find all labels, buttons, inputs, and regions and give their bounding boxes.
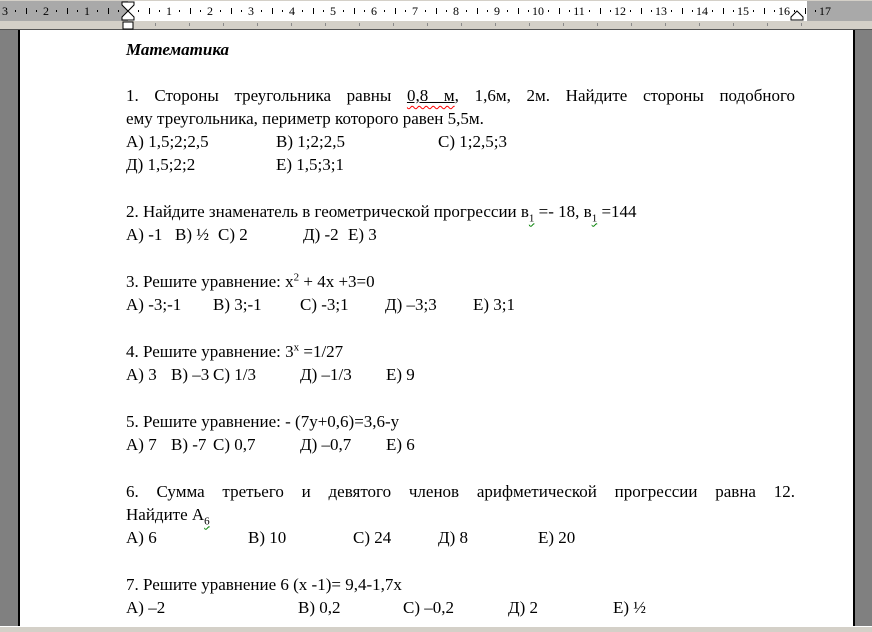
ruler-dot-tick [425, 10, 426, 12]
ruler-number: 8 [453, 4, 459, 18]
default-tab-stop-tick [597, 23, 598, 26]
q4-text-post: =1/27 [299, 342, 344, 361]
ruler-dot-tick [466, 10, 467, 12]
ruler-dot-tick [671, 10, 672, 12]
default-tab-stop-tick [393, 23, 394, 26]
question-3 [126, 270, 795, 316]
answer-option: С) 1/3 [213, 365, 256, 384]
ruler-dot-tick [692, 10, 693, 12]
default-tab-stop-tick [529, 23, 530, 26]
answer-option: В) 0,2 [298, 598, 341, 617]
default-tab-stop-tick [257, 23, 258, 26]
answer-option: С) 24 [353, 528, 392, 547]
ruler-dot-tick [97, 10, 98, 12]
first-line-indent-icon[interactable] [122, 2, 134, 11]
ruler-half-tick [518, 8, 519, 14]
default-tab-stop-tick [461, 23, 462, 26]
answer-option: С) 2 [218, 225, 248, 244]
ruler-half-tick [477, 8, 478, 14]
ruler-number: 12 [614, 4, 626, 18]
question-4-answers [126, 363, 795, 386]
ruler-dot-tick [138, 10, 139, 12]
question-7-text: 7. Решите уравнение 6 (х -1)= 9,4-1,7х [126, 575, 402, 594]
answer-option: Д) –1/3 [300, 365, 352, 384]
answer-option: А) 1,5;2;2,5 [126, 132, 209, 151]
document-page[interactable] [18, 30, 855, 626]
answer-option: Д) –0,7 [300, 435, 352, 454]
answer-option: Д) 8 [438, 528, 469, 547]
ruler-half-tick [108, 8, 109, 14]
q3-text-post: + 4х +3=0 [299, 272, 375, 291]
horizontal-ruler[interactable] [0, 0, 872, 30]
question-2 [126, 200, 795, 246]
answer-option: В) ½ [175, 225, 209, 244]
ruler-dot-tick [220, 10, 221, 12]
ruler-dot-tick [15, 10, 16, 12]
ruler-half-tick [313, 8, 314, 14]
ruler-dot-tick [589, 10, 590, 12]
spellcheck-underline: 0,8 м [406, 86, 455, 105]
horizontal-scrollbar-strip[interactable] [0, 626, 872, 632]
ruler-half-tick [600, 8, 601, 14]
ruler-dot-tick [282, 10, 283, 12]
question-5 [126, 410, 795, 456]
q4-text-pre: 4. Решите уравнение: 3 [126, 342, 294, 361]
ruler-half-tick [26, 8, 27, 14]
ruler-dot-tick [733, 10, 734, 12]
answer-option: С) 0,7 [213, 435, 256, 454]
answer-option: Е) 6 [386, 435, 415, 454]
answer-option: В) 3;-1 [213, 295, 262, 314]
question-7 [126, 573, 795, 619]
default-tab-stop-tick [325, 23, 326, 26]
question-3-answers [126, 293, 795, 316]
question-6-text-line2 [126, 503, 795, 526]
left-indent-box-icon[interactable] [123, 22, 133, 29]
ruler-dot-tick [302, 10, 303, 12]
question-1-answers-row2 [126, 153, 795, 176]
ruler-half-tick [272, 8, 273, 14]
ruler-dot-tick [261, 10, 262, 12]
ruler-number: 7 [412, 4, 418, 18]
question-2-answers [126, 223, 795, 246]
question-4-text [126, 340, 795, 363]
ruler-dot-tick [507, 10, 508, 12]
ruler-half-tick [805, 8, 806, 14]
left-indent-marker[interactable] [121, 1, 135, 31]
ruler-number: 2 [207, 4, 213, 18]
ruler-number: 9 [494, 4, 500, 18]
q6-subscript: 6 [204, 515, 210, 528]
ruler-dot-tick [118, 10, 119, 12]
ruler-number: 1 [166, 4, 172, 18]
question-6-answers [126, 526, 795, 549]
hanging-indent-icon[interactable] [122, 11, 134, 20]
right-indent-icon[interactable] [791, 11, 803, 20]
question-1 [126, 84, 795, 176]
question-3-text [126, 270, 795, 293]
answer-option: Е) 20 [538, 528, 576, 547]
ruler-dot-tick [200, 10, 201, 12]
ruler-dot-tick [753, 10, 754, 12]
answer-option: В) 10 [248, 528, 287, 547]
default-tab-stop-tick [767, 23, 768, 26]
question-6-text-line1: 6. Сумма третьего и девятого членов арифметической прогрессии равна 12. [126, 482, 795, 501]
default-tab-stop-tick [665, 23, 666, 26]
ruler-number: 13 [655, 4, 667, 18]
ruler-dot-tick [630, 10, 631, 12]
answer-option: А) –2 [126, 598, 166, 617]
answer-option: Е) 9 [386, 365, 415, 384]
answer-option: А) -3;-1 [126, 295, 182, 314]
ruler-dot-tick [528, 10, 529, 12]
default-tab-stop-tick [631, 23, 632, 26]
ruler-dot-tick [241, 10, 242, 12]
answer-option: В) 1;2;2,5 [276, 132, 345, 151]
question-1-answers-row1 [126, 130, 795, 153]
question-5-text: 5. Решите уравнение: - (7у+0,6)=3,6-у [126, 412, 400, 431]
ruler-number: 5 [330, 4, 336, 18]
ruler-half-tick [67, 8, 68, 14]
default-tab-stop-tick [291, 23, 292, 26]
ruler-half-tick [559, 8, 560, 14]
ruler-number: 14 [696, 4, 708, 18]
ruler-number: 2 [43, 4, 49, 18]
ruler-number: 17 [819, 4, 831, 18]
default-tab-stop-tick [801, 23, 802, 26]
question-1-text-line2: ему треугольника, периметр которого равен 5,5м. [126, 109, 484, 128]
q2-subscript-2: 1 [591, 212, 598, 225]
ruler-half-tick [436, 8, 437, 14]
ruler-half-tick [354, 8, 355, 14]
answer-option: В) -7 [171, 435, 207, 454]
ruler-number: 11 [573, 4, 585, 18]
answer-option: Д) –3;3 [385, 295, 437, 314]
question-7-answers [126, 596, 795, 619]
answer-option: С) –0,2 [403, 598, 454, 617]
ruler-dot-tick [651, 10, 652, 12]
ruler-half-tick [149, 8, 150, 14]
ruler-half-tick [231, 8, 232, 14]
ruler-dot-tick [815, 10, 816, 12]
question-4 [126, 340, 795, 386]
ruler-half-tick [723, 8, 724, 14]
default-tab-stop-tick [223, 23, 224, 26]
ruler-dot-tick [712, 10, 713, 12]
ruler-dot-tick [179, 10, 180, 12]
document-title: Математика [126, 40, 230, 59]
default-tab-stop-tick [155, 23, 156, 26]
ruler-dot-tick [56, 10, 57, 12]
ruler-dot-tick [343, 10, 344, 12]
ruler-number: 10 [532, 4, 544, 18]
answer-option: А) 7 [126, 435, 157, 454]
answer-option: Д) 1,5;2;2 [126, 155, 196, 174]
q2-text-pre: 2. Найдите знаменатель в геометрической прогрессии в [126, 202, 529, 221]
question-1-text-line1 [126, 84, 795, 107]
default-tab-stop-tick [699, 23, 700, 26]
answer-option: Д) 2 [508, 598, 539, 617]
ruler-number: 4 [289, 4, 295, 18]
answer-option: В) –3 [171, 365, 210, 384]
ruler-dot-tick [569, 10, 570, 12]
default-tab-stop-tick [427, 23, 428, 26]
question-5-answers [126, 433, 795, 456]
default-tab-stop-tick [495, 23, 496, 26]
q2-text-mid: =- 18, в [534, 202, 592, 221]
answer-option: А) 6 [126, 528, 157, 547]
q6-text-pre: Найдите А [126, 505, 205, 524]
q1-text-pre: 1. Стороны треугольника равны [126, 86, 407, 105]
default-tab-stop-tick [733, 23, 734, 26]
ruler-dot-tick [405, 10, 406, 12]
answer-option: Е) 3 [348, 225, 377, 244]
ruler-dot-tick [548, 10, 549, 12]
q2-subscript-1: 1 [528, 212, 535, 225]
answer-option: Е) 3;1 [473, 295, 516, 314]
ruler-number: 3 [2, 4, 8, 18]
ruler-number: 6 [371, 4, 377, 18]
default-tab-stop-tick [563, 23, 564, 26]
q3-text-pre: 3. Решите уравнение: х [126, 272, 294, 291]
question-2-text [126, 200, 795, 223]
q4-superscript: х [293, 341, 300, 354]
ruler-half-tick [641, 8, 642, 14]
ruler-dot-tick [774, 10, 775, 12]
ruler-number: 1 [84, 4, 90, 18]
right-indent-marker[interactable] [790, 10, 804, 22]
q2-text-post: =144 [597, 202, 637, 221]
answer-option: Е) ½ [613, 598, 647, 617]
ruler-number: 3 [248, 4, 254, 18]
ruler-half-tick [395, 8, 396, 14]
ruler-dot-tick [384, 10, 385, 12]
answer-option: Д) -2 [303, 225, 339, 244]
ruler-dot-tick [487, 10, 488, 12]
q1-text-post: , 1,6м, 2м. Найдите стороны подобного [454, 86, 795, 105]
q3-superscript: 2 [293, 271, 300, 284]
ruler-dot-tick [610, 10, 611, 12]
answer-option: С) 1;2,5;3 [438, 132, 507, 151]
ruler-number: 15 [737, 4, 749, 18]
ruler-dot-tick [159, 10, 160, 12]
ruler-dot-tick [323, 10, 324, 12]
q1-underlined-value [407, 86, 455, 105]
answer-option: А) -1 [126, 225, 163, 244]
ruler-dot-tick [364, 10, 365, 12]
document-workspace [0, 30, 872, 626]
ruler-dot-tick [77, 10, 78, 12]
answer-option: С) -3;1 [300, 295, 349, 314]
default-tab-stop-tick [359, 23, 360, 26]
ruler-half-tick [190, 8, 191, 14]
default-tab-stop-tick [189, 23, 190, 26]
answer-option: А) 3 [126, 365, 157, 384]
ruler-half-tick [682, 8, 683, 14]
answer-option: Е) 1,5;3;1 [276, 155, 344, 174]
ruler-dot-tick [446, 10, 447, 12]
ruler-number: 16 [778, 4, 790, 18]
ruler-dot-tick [36, 10, 37, 12]
ruler-half-tick [764, 8, 765, 14]
question-6 [126, 480, 795, 549]
